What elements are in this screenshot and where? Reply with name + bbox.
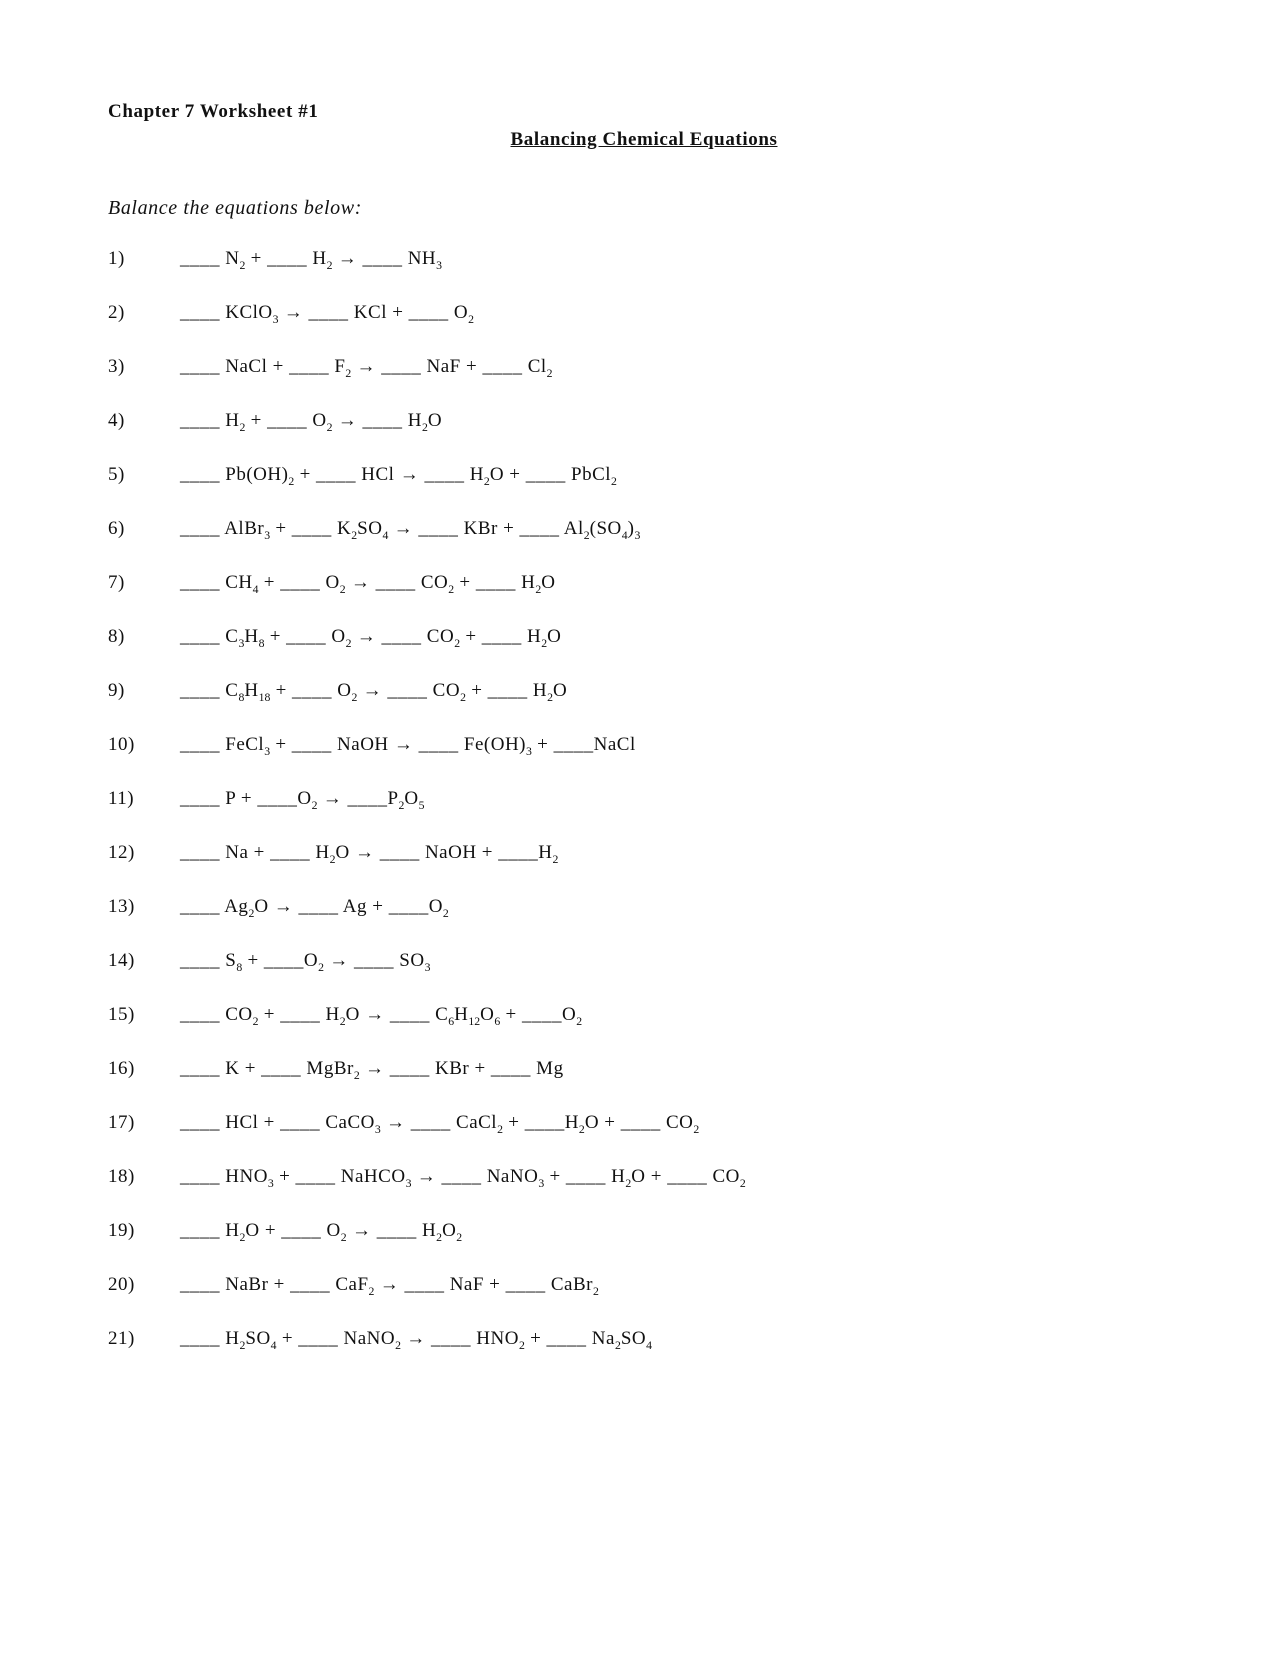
equation-row xyxy=(108,248,1180,302)
equation-row xyxy=(108,1004,1180,1058)
equation-row xyxy=(108,626,1180,680)
equation-text: ____ NaCl + ____ $F_2$ → ____ NaF + ____ $Cl_2$ xyxy=(180,356,553,380)
equation-number: 9) xyxy=(108,680,125,701)
equation-text: ____ $Pb(OH)_2$ + ____ HCl → ____ $H_2O$ + ____ PbCl$_2$ xyxy=(180,464,617,488)
equation-row xyxy=(108,518,1180,572)
equation-number: 4) xyxy=(108,410,125,431)
worksheet-header: Chapter 7 Worksheet #1 xyxy=(108,101,319,122)
equation-text: ____ $C_3H_8$ + ____ $O_2$ → ____ $CO_2$ + ____ $H_2O$ xyxy=(180,626,562,650)
equation-row xyxy=(108,1274,1180,1328)
equation-number: 15) xyxy=(108,1004,135,1025)
equation-text: ____ $HNO_3$ + ____ NaHCO$_3$ → ____ NaNO$_3$ + ____ $H_2O$ + ____ $CO_2$ xyxy=(180,1166,746,1190)
equations-list xyxy=(108,248,1180,1382)
equation-number: 6) xyxy=(108,518,125,539)
equation-row xyxy=(108,302,1180,356)
equation-row xyxy=(108,788,1180,842)
equation-row xyxy=(108,950,1180,1004)
equation-text: ____ $CH_4$ + ____ $O_2$ → ____ $CO_2$ + ____ $H_2O$ xyxy=(180,572,556,596)
equation-number: 17) xyxy=(108,1112,135,1133)
equation-text: ____ $CO_2$ + ____ $H_2O$ → ____ $C_6H_{12}O_6$ + $\_\_\_\_O_2$ xyxy=(180,1004,583,1028)
equation-row xyxy=(108,410,1180,464)
equation-number: 7) xyxy=(108,572,125,593)
equation-text: ____ AlBr$_3$ + ____ $K_2SO_4$ → ____ KBr + ____ $Al_2(SO_4)_3$ xyxy=(180,518,641,542)
equation-row xyxy=(108,572,1180,626)
equation-text: ____ FeCl$_3$ + ____ NaOH → ____ $Fe(OH)_3$ + ____NaCl xyxy=(180,734,636,758)
equation-number: 11) xyxy=(108,788,135,809)
equation-number: 21) xyxy=(108,1328,135,1349)
equation-number: 18) xyxy=(108,1166,135,1187)
equation-number: 16) xyxy=(108,1058,135,1079)
equation-text: ____ $Ag_2O$ → ____ $Ag + \_\_\_\_O_2$ xyxy=(180,896,449,920)
equation-number: 19) xyxy=(108,1220,135,1241)
equation-number: 20) xyxy=(108,1274,135,1295)
equation-number: 12) xyxy=(108,842,135,863)
equation-row xyxy=(108,734,1180,788)
instruction-text: Balance the equations below: xyxy=(108,197,362,219)
equation-number: 1) xyxy=(108,248,125,269)
equation-row xyxy=(108,842,1180,896)
equation-number: 5) xyxy=(108,464,125,485)
equation-text: ____ $H_2$ + ____ $O_2$ → ____ $H_2O$ xyxy=(180,410,443,434)
equation-text: ____ $C_8H_{18}$ + ____ $O_2$ → ____ $CO_2$ + ____ $H_2O$ xyxy=(180,680,568,704)
equation-row xyxy=(108,1220,1180,1274)
equation-row xyxy=(108,1058,1180,1112)
equation-text: ____ HCl + ____ CaCO$_3$ → ____ CaCl$_2$ + $\_\_\_\_H_2O$ + ____ $CO_2$ xyxy=(180,1112,700,1136)
equation-row xyxy=(108,680,1180,734)
equation-row xyxy=(108,1166,1180,1220)
equation-text: ____ $H_2O$ + ____ $O_2$ → ____ $H_2O_2$ xyxy=(180,1220,463,1244)
equation-number: 10) xyxy=(108,734,135,755)
equation-text: ____ $H_2SO_4$ + ____ NaNO$_2$ → ____ $HNO_2$ + ____ $Na_2SO_4$ xyxy=(180,1328,653,1352)
equation-number: 13) xyxy=(108,896,135,917)
equation-row xyxy=(108,464,1180,518)
equation-number: 3) xyxy=(108,356,125,377)
equation-row xyxy=(108,1112,1180,1166)
equation-text: ____ $S_8$ + $\_\_\_\_O_2$ → ____ $SO_3$ xyxy=(180,950,431,974)
equation-text: ____ KClO$_3$ → ____ KCl + ____ $O_2$ xyxy=(180,302,475,326)
equation-number: 14) xyxy=(108,950,135,971)
equation-row xyxy=(108,356,1180,410)
equation-number: 2) xyxy=(108,302,125,323)
equation-row xyxy=(108,1328,1180,1382)
equation-number: 8) xyxy=(108,626,125,647)
equation-text: ____ K + ____ MgBr$_2$ → ____ KBr + ____ Mg xyxy=(180,1058,564,1082)
worksheet-title: Balancing Chemical Equations xyxy=(510,129,778,150)
equation-text: ____ NaBr + ____ CaF$_2$ → ____ NaF + ____ CaBr$_2$ xyxy=(180,1274,599,1298)
equation-text: ____ Na + ____ $H_2O$ → ____ NaOH + $\_\_\_\_H_2$ xyxy=(180,842,559,866)
equation-text: ____ $N_2$ + ____ $H_2$ → ____ $NH_3$ xyxy=(180,248,443,272)
equation-text: ____ $P + \_\_\_\_O_2$ → $\_\_\_\_P_2O_5$ xyxy=(180,788,425,812)
equation-row xyxy=(108,896,1180,950)
